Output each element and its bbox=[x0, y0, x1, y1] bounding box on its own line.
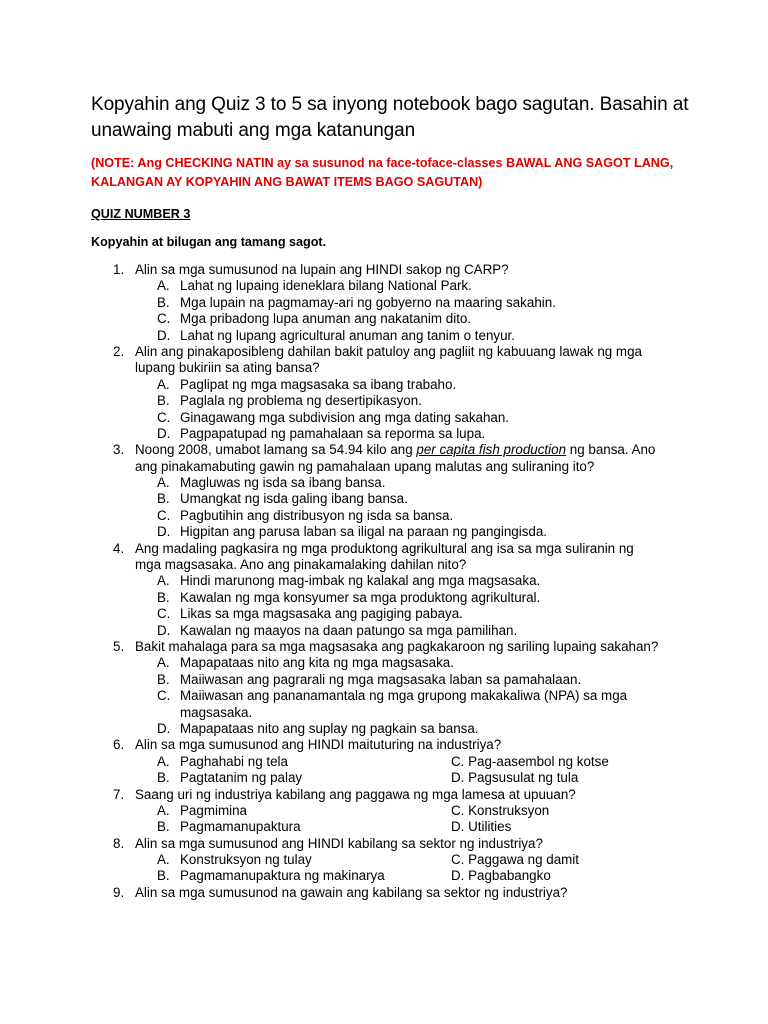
option-text: Lahat ng lupaing ideneklara bilang National Park. bbox=[180, 278, 472, 294]
note-line: (NOTE: Ang CHECKING NATIN ay sa susunod na face-toface-classes BAWAL ANG SAGOT LANG, bbox=[91, 156, 674, 170]
question-item bbox=[0, 885, 768, 901]
option-text: D. Pagbabangko bbox=[451, 868, 551, 884]
question-number: 5. bbox=[113, 638, 125, 654]
option-text: Kawalan ng mga konsyumer sa mga produktong agrikultural. bbox=[180, 589, 541, 605]
option-letter: D. bbox=[157, 327, 171, 343]
title-line: Kopyahin ang Quiz 3 to 5 sa inyong notebook bago sagutan. Basahin at bbox=[91, 94, 689, 115]
answer-option bbox=[0, 491, 768, 507]
question-line bbox=[0, 737, 768, 753]
answer-option bbox=[0, 311, 768, 327]
option-letter: A. bbox=[157, 376, 170, 392]
answer-option bbox=[0, 688, 768, 704]
option-text: Ginagawang mga subdivision ang mga dating sakahan. bbox=[180, 409, 510, 425]
option-letter: D. bbox=[157, 425, 171, 441]
option-text: magsasaka. bbox=[180, 704, 253, 720]
answer-option bbox=[0, 606, 768, 622]
question-line bbox=[0, 639, 768, 655]
option-text: Maiiwasan ang pananamantala ng mga grupong makakaliwa (NPA) sa mga bbox=[180, 688, 628, 704]
underlined-term: per capita fish production bbox=[416, 442, 567, 458]
option-letter: B. bbox=[157, 393, 170, 409]
answer-option-row bbox=[0, 868, 768, 884]
question-text: Ang madaling pagkasira ng mga produktong agrikultural ang isa sa mga suliranin ng bbox=[135, 540, 634, 556]
question-line bbox=[0, 836, 768, 852]
option-letter: D. bbox=[157, 622, 171, 638]
question-item bbox=[0, 344, 768, 442]
option-letter: A. bbox=[157, 278, 170, 294]
question-number: 4. bbox=[113, 540, 125, 556]
question-number: 7. bbox=[113, 786, 125, 802]
option-letter: A. bbox=[157, 475, 170, 491]
option-text: Higpitan ang parusa laban sa iligal na paraan ng pangingisda. bbox=[180, 524, 548, 540]
option-text: C. Paggawa ng damit bbox=[451, 852, 580, 868]
instruction: Kopyahin at bilugan ang tamang sagot. bbox=[91, 235, 327, 249]
answer-option bbox=[0, 410, 768, 426]
answer-option bbox=[0, 393, 768, 409]
option-text: C. Pag-aasembol ng kotse bbox=[451, 753, 609, 769]
option-text: Pagmamanupaktura bbox=[180, 819, 301, 835]
question-number: 3. bbox=[113, 442, 125, 458]
option-letter: D. bbox=[157, 524, 171, 540]
answer-option bbox=[0, 655, 768, 671]
option-letter: A. bbox=[157, 852, 170, 868]
question-text: Alin sa mga sumusunod ang HINDI maituturing na industriya? bbox=[135, 737, 502, 753]
answer-option bbox=[0, 508, 768, 524]
question-line bbox=[0, 541, 768, 557]
question-line bbox=[0, 344, 768, 360]
question-line bbox=[0, 459, 768, 475]
answer-option bbox=[0, 623, 768, 639]
option-text: Mapapataas nito ang suplay ng pagkain sa bansa. bbox=[180, 720, 479, 736]
option-text: Maiiwasan ang pagrarali ng mga magsasaka laban sa pamahalaan. bbox=[180, 671, 582, 687]
question-number: 9. bbox=[113, 884, 125, 900]
option-text: D. Pagsusulat ng tula bbox=[451, 770, 579, 786]
option-text: Paghahabi ng tela bbox=[180, 753, 288, 769]
question-text: lupang bukiriin sa ating bansa? bbox=[135, 360, 320, 376]
option-text: Kawalan ng maayos na daan patungo sa mga pamilihan. bbox=[180, 622, 518, 638]
question-text: mga magsasaka. Ano ang pinakamalaking dahilan nito? bbox=[135, 557, 467, 573]
document-title bbox=[91, 92, 731, 144]
answer-option bbox=[0, 377, 768, 393]
question-number: 1. bbox=[113, 262, 125, 277]
note-line: KALANGAN AY KOPYAHIN ANG BAWAT ITEMS BAGO SAGUTAN) bbox=[91, 175, 483, 189]
option-text: Umangkat ng isda galing ibang bansa. bbox=[180, 491, 408, 507]
question-line bbox=[0, 442, 768, 458]
question-number: 2. bbox=[113, 343, 125, 359]
option-text: Lahat ng lupang agricultural anuman ang tanim o tenyur. bbox=[180, 327, 515, 343]
question-number: 6. bbox=[113, 737, 125, 753]
question-line bbox=[0, 557, 768, 573]
note-text bbox=[91, 154, 731, 192]
quiz-heading: QUIZ NUMBER 3 bbox=[91, 207, 191, 221]
question-item bbox=[0, 442, 768, 540]
option-letter: B. bbox=[157, 294, 170, 310]
option-text: Pagmamanupaktura ng makinarya bbox=[180, 868, 385, 884]
option-text: Hindi marunong mag-imbak ng kalakal ang mga magsasaka. bbox=[180, 573, 541, 589]
option-letter: A. bbox=[157, 655, 170, 671]
option-letter: B. bbox=[157, 491, 170, 507]
answer-option-row bbox=[0, 754, 768, 770]
answer-option-row bbox=[0, 852, 768, 868]
option-letter: B. bbox=[157, 770, 170, 786]
option-text: Mga lupain na pagmamay-ari ng gobyerno na maaring sakahin. bbox=[180, 294, 556, 310]
question-item bbox=[0, 836, 768, 885]
option-text: C. Konstruksyon bbox=[451, 802, 550, 818]
question-text: Alin ang pinakaposibleng dahilan bakit patuloy ang pagliit ng kabuuang lawak ng mga bbox=[135, 343, 642, 359]
question-line bbox=[0, 262, 768, 278]
answer-option bbox=[0, 721, 768, 737]
option-letter: C. bbox=[157, 311, 171, 327]
option-text: Paglipat ng mga magsasaka sa ibang trabaho. bbox=[180, 376, 457, 392]
answer-option bbox=[0, 705, 768, 721]
option-text: Konstruksyon ng tulay bbox=[180, 852, 312, 868]
answer-option bbox=[0, 524, 768, 540]
question-item bbox=[0, 787, 768, 836]
question-item bbox=[0, 737, 768, 786]
answer-option bbox=[0, 278, 768, 294]
answer-option-row bbox=[0, 770, 768, 786]
option-text: Pagtatanim ng palay bbox=[180, 770, 303, 786]
question-list bbox=[0, 262, 768, 901]
question-line bbox=[0, 360, 768, 376]
answer-option bbox=[0, 590, 768, 606]
question-text: Alin sa mga sumusunod ang HINDI kabilang sa sektor ng industriya? bbox=[135, 835, 543, 851]
option-letter: D. bbox=[157, 720, 171, 736]
question-text: Noong 2008, umabot lamang sa 54.94 kilo ang per capita fish production ng bansa. Ano bbox=[135, 442, 656, 458]
option-letter: C. bbox=[157, 507, 171, 523]
answer-option bbox=[0, 426, 768, 442]
question-text: Alin sa mga sumusunod na gawain ang kabilang sa sektor ng industriya? bbox=[135, 884, 568, 900]
answer-option bbox=[0, 328, 768, 344]
option-text: Pagmimina bbox=[180, 802, 247, 818]
option-text: Paglala ng problema ng desertipikasyon. bbox=[180, 393, 422, 409]
question-item bbox=[0, 639, 768, 737]
option-letter: B. bbox=[157, 819, 170, 835]
question-number: 8. bbox=[113, 835, 125, 851]
answer-option-row bbox=[0, 819, 768, 835]
question-text: ang pinakamabuting gawin ng pamahalaan upang malutas ang suliraning ito? bbox=[135, 458, 595, 474]
option-letter: C. bbox=[157, 409, 171, 425]
question-text: Bakit mahalaga para sa mga magsasaka ang pagkakaroon ng sariling lupaing sakahan? bbox=[135, 638, 659, 654]
answer-option bbox=[0, 475, 768, 491]
option-letter: A. bbox=[157, 573, 170, 589]
option-text: Pagpapatupad ng pamahalaan sa reporma sa lupa. bbox=[180, 425, 486, 441]
option-letter: A. bbox=[157, 753, 170, 769]
question-item bbox=[0, 262, 768, 344]
option-letter: B. bbox=[157, 868, 170, 884]
option-text: Mga pribadong lupa anuman ang nakatanim dito. bbox=[180, 311, 472, 327]
option-text: Pagbutihin ang distribusyon ng isda sa bansa. bbox=[180, 507, 454, 523]
question-text: Alin sa mga sumusunod na lupain ang HINDI sakop ng CARP? bbox=[135, 262, 509, 277]
answer-option bbox=[0, 573, 768, 589]
option-letter: B. bbox=[157, 671, 170, 687]
answer-option-row bbox=[0, 803, 768, 819]
answer-option bbox=[0, 672, 768, 688]
option-text: Likas sa mga magsasaka ang pagiging pabaya. bbox=[180, 606, 463, 622]
option-letter: B. bbox=[157, 589, 170, 605]
question-text: Saang uri ng industriya kabilang ang paggawa ng mga lamesa at upuuan? bbox=[135, 786, 576, 802]
option-text: D. Utilities bbox=[451, 819, 512, 835]
option-text: Mapapataas nito ang kita ng mga magsasaka. bbox=[180, 655, 454, 671]
question-item bbox=[0, 541, 768, 639]
option-letter: A. bbox=[157, 802, 170, 818]
title-line: unawaing mabuti ang mga katanungan bbox=[91, 120, 416, 141]
question-line bbox=[0, 885, 768, 901]
answer-option bbox=[0, 295, 768, 311]
option-text: Magluwas ng isda sa ibang bansa. bbox=[180, 475, 386, 491]
option-letter: C. bbox=[157, 688, 171, 704]
option-letter: C. bbox=[157, 606, 171, 622]
question-line bbox=[0, 787, 768, 803]
